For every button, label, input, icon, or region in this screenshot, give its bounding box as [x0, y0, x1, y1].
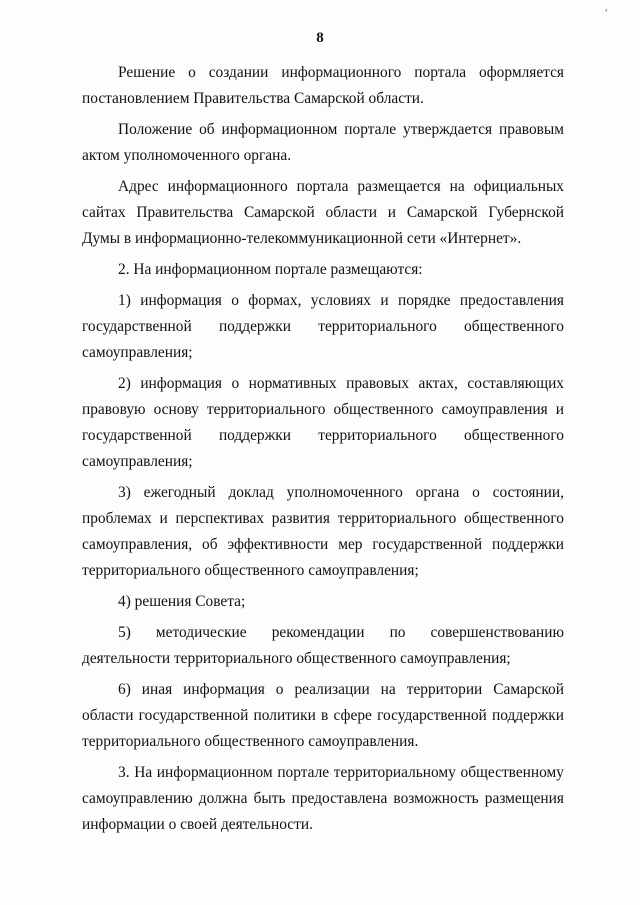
corner-mark: ‘: [604, 8, 608, 19]
paragraph-portal-regulation: Положение об информационном портале утверждается правовым актом уполномоченного органа.: [82, 121, 564, 164]
paragraph-portal-address: Адрес информационного портала размещается на официальных сайтах Правительства Самарской области и Самарской Губернской Думы в информационно-телекоммуникационной сети «Интернет».: [82, 178, 564, 247]
paragraph-section-2-heading: 2. На информационном портале размещаются:: [118, 261, 423, 278]
list-item-1: 1) информация о формах, условиях и порядке предоставления государственной поддержки территориального общественного самоуправления;: [82, 292, 564, 361]
list-item-2: 2) информация о нормативных правовых актах, составляющих правовую основу территориального общественного самоуправления и государственной поддержки территориального общественного самоуправления;: [82, 375, 564, 470]
list-item-5: 5) методические рекомендации по совершенствованию деятельности территориального общественного самоуправления;: [82, 624, 564, 667]
page-number: 8: [316, 30, 324, 46]
list-item-3: 3) ежегодный доклад уполномоченного органа о состоянии, проблемах и перспективах развития территориального общественного самоуправления, об эффективности мер государственной поддержки территориального общественного самоуправления;: [82, 484, 564, 579]
paragraph-portal-decision: Решение о создании информационного портала оформляется постановлением Правительства Самарской области.: [82, 64, 564, 107]
list-item-6: 6) иная информация о реализации на территории Самарской области государственной политики в сфере государственной поддержки территориального общественного самоуправления.: [82, 681, 564, 750]
paragraph-section-3: 3. На информационном портале территориальному общественному самоуправлению должна быть предоставлена возможность размещения информации о своей деятельности.: [82, 764, 564, 833]
document-body: [82, 60, 564, 843]
list-item-4: 4) решения Совета;: [118, 593, 246, 610]
